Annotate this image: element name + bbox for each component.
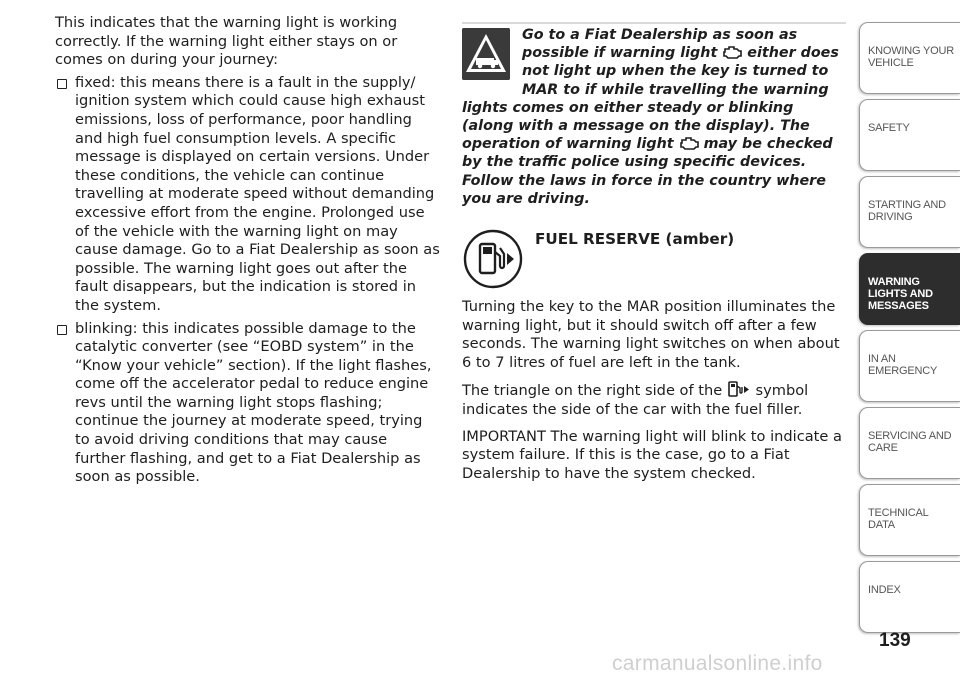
- fuel-reserve-title: FUEL RESERVE (amber): [535, 230, 735, 249]
- left-column: [55, 14, 440, 487]
- tab-starting-and-driving[interactable]: STARTING AND DRIVING: [859, 176, 960, 248]
- tab-servicing-and-care[interactable]: SERVICING AND CARE: [859, 407, 960, 479]
- fuel-paragraph-3: IMPORTANT The warning light will blink to indicate a system failure. If this is the case, go to a Fiat Dealership to have the system checked.: [462, 427, 842, 482]
- list-item: [55, 320, 440, 487]
- tab-index[interactable]: INDEX: [859, 561, 960, 633]
- fuel-paragraph-2-b: symbol indicates the side of the car with the fuel filler.: [462, 382, 809, 418]
- tab-knowing-your-vehicle[interactable]: KNOWING YOUR VEHICLE: [859, 22, 960, 94]
- fuel-paragraph-1: Turning the key to the MAR position illuminates the warning light, but it should switch off after a few seconds. The warning light switches on when about 6 to 7 litres of fuel are left in the tank.: [462, 298, 840, 371]
- fuel-pump-icon: [462, 228, 524, 290]
- bullet-text: blinking: this indicates possible damage to the catalytic converter (see “EOBD system” in the “Know your vehicle” section). If the light flashes, come off the accelerator pedal to reduce engine revs until the warning light stops flashing; continue the journey at moderate speed, trying to avoid driving conditions that may cause further flashing, and get to a Fiat Dealership as soon as possible.: [75, 319, 432, 486]
- engine-icon: [679, 136, 699, 151]
- checkbox-bullet-icon: [57, 325, 67, 335]
- tab-in-an-emergency[interactable]: IN AN EMERGENCY: [859, 330, 960, 402]
- warning-text-3: may be checked by the traffic police using specific devices. Follow the laws in force in the country where you are driving.: [462, 136, 833, 207]
- intro-paragraph: This indicates that the warning light is working correctly. If the warning light either stays on or comes on during your journey:: [55, 14, 398, 69]
- warning-triangle-icon: [462, 28, 510, 80]
- checkbox-bullet-icon: [57, 79, 67, 89]
- list-item: [55, 74, 440, 316]
- page-number: 139: [879, 630, 911, 651]
- tab-technical-data[interactable]: TECHNICAL DATA: [859, 484, 960, 556]
- tab-warning-lights-and-messages[interactable]: WARNING LIGHTS AND MESSAGES: [859, 253, 960, 325]
- bullet-text: fixed: this means there is a fault in the supply/ ignition system which could cause high exhaust emissions, loss of performance, poor handling and high fuel consumption levels. A specific message is displayed on certain versions. Under these conditions, the vehicle can continue travelling at moderate speed without demanding excessive effort from the engine. Prolonged use of the vehicle with the warning light on may cause damage. Go to a Fiat Dealership as soon as possible. The warning light goes out after the fault disappears, but the indication is stored in the system.: [75, 73, 440, 314]
- tab-safety[interactable]: SAFETY: [859, 99, 960, 171]
- warning-text-2: either does not light up when the key is turned to MAR to if while travelling the warning lights comes on either steady or blinking (along with a message on the display). The operation of warning light: [462, 45, 839, 153]
- fuel-pump-small-icon: [727, 380, 751, 398]
- engine-icon: [722, 45, 742, 60]
- warning-note: [462, 26, 847, 208]
- warning-text-1: Go to a Fiat Dealership as soon as possible if warning light: [522, 27, 798, 62]
- watermark: carmanualsonline.info: [612, 652, 823, 675]
- fuel-paragraph-2: [462, 380, 847, 419]
- right-column: [462, 14, 847, 483]
- fuel-reserve-heading: [462, 228, 847, 298]
- chapter-sidebar: [859, 22, 960, 638]
- fuel-paragraph-2-a: The triangle on the right side of the: [462, 382, 727, 400]
